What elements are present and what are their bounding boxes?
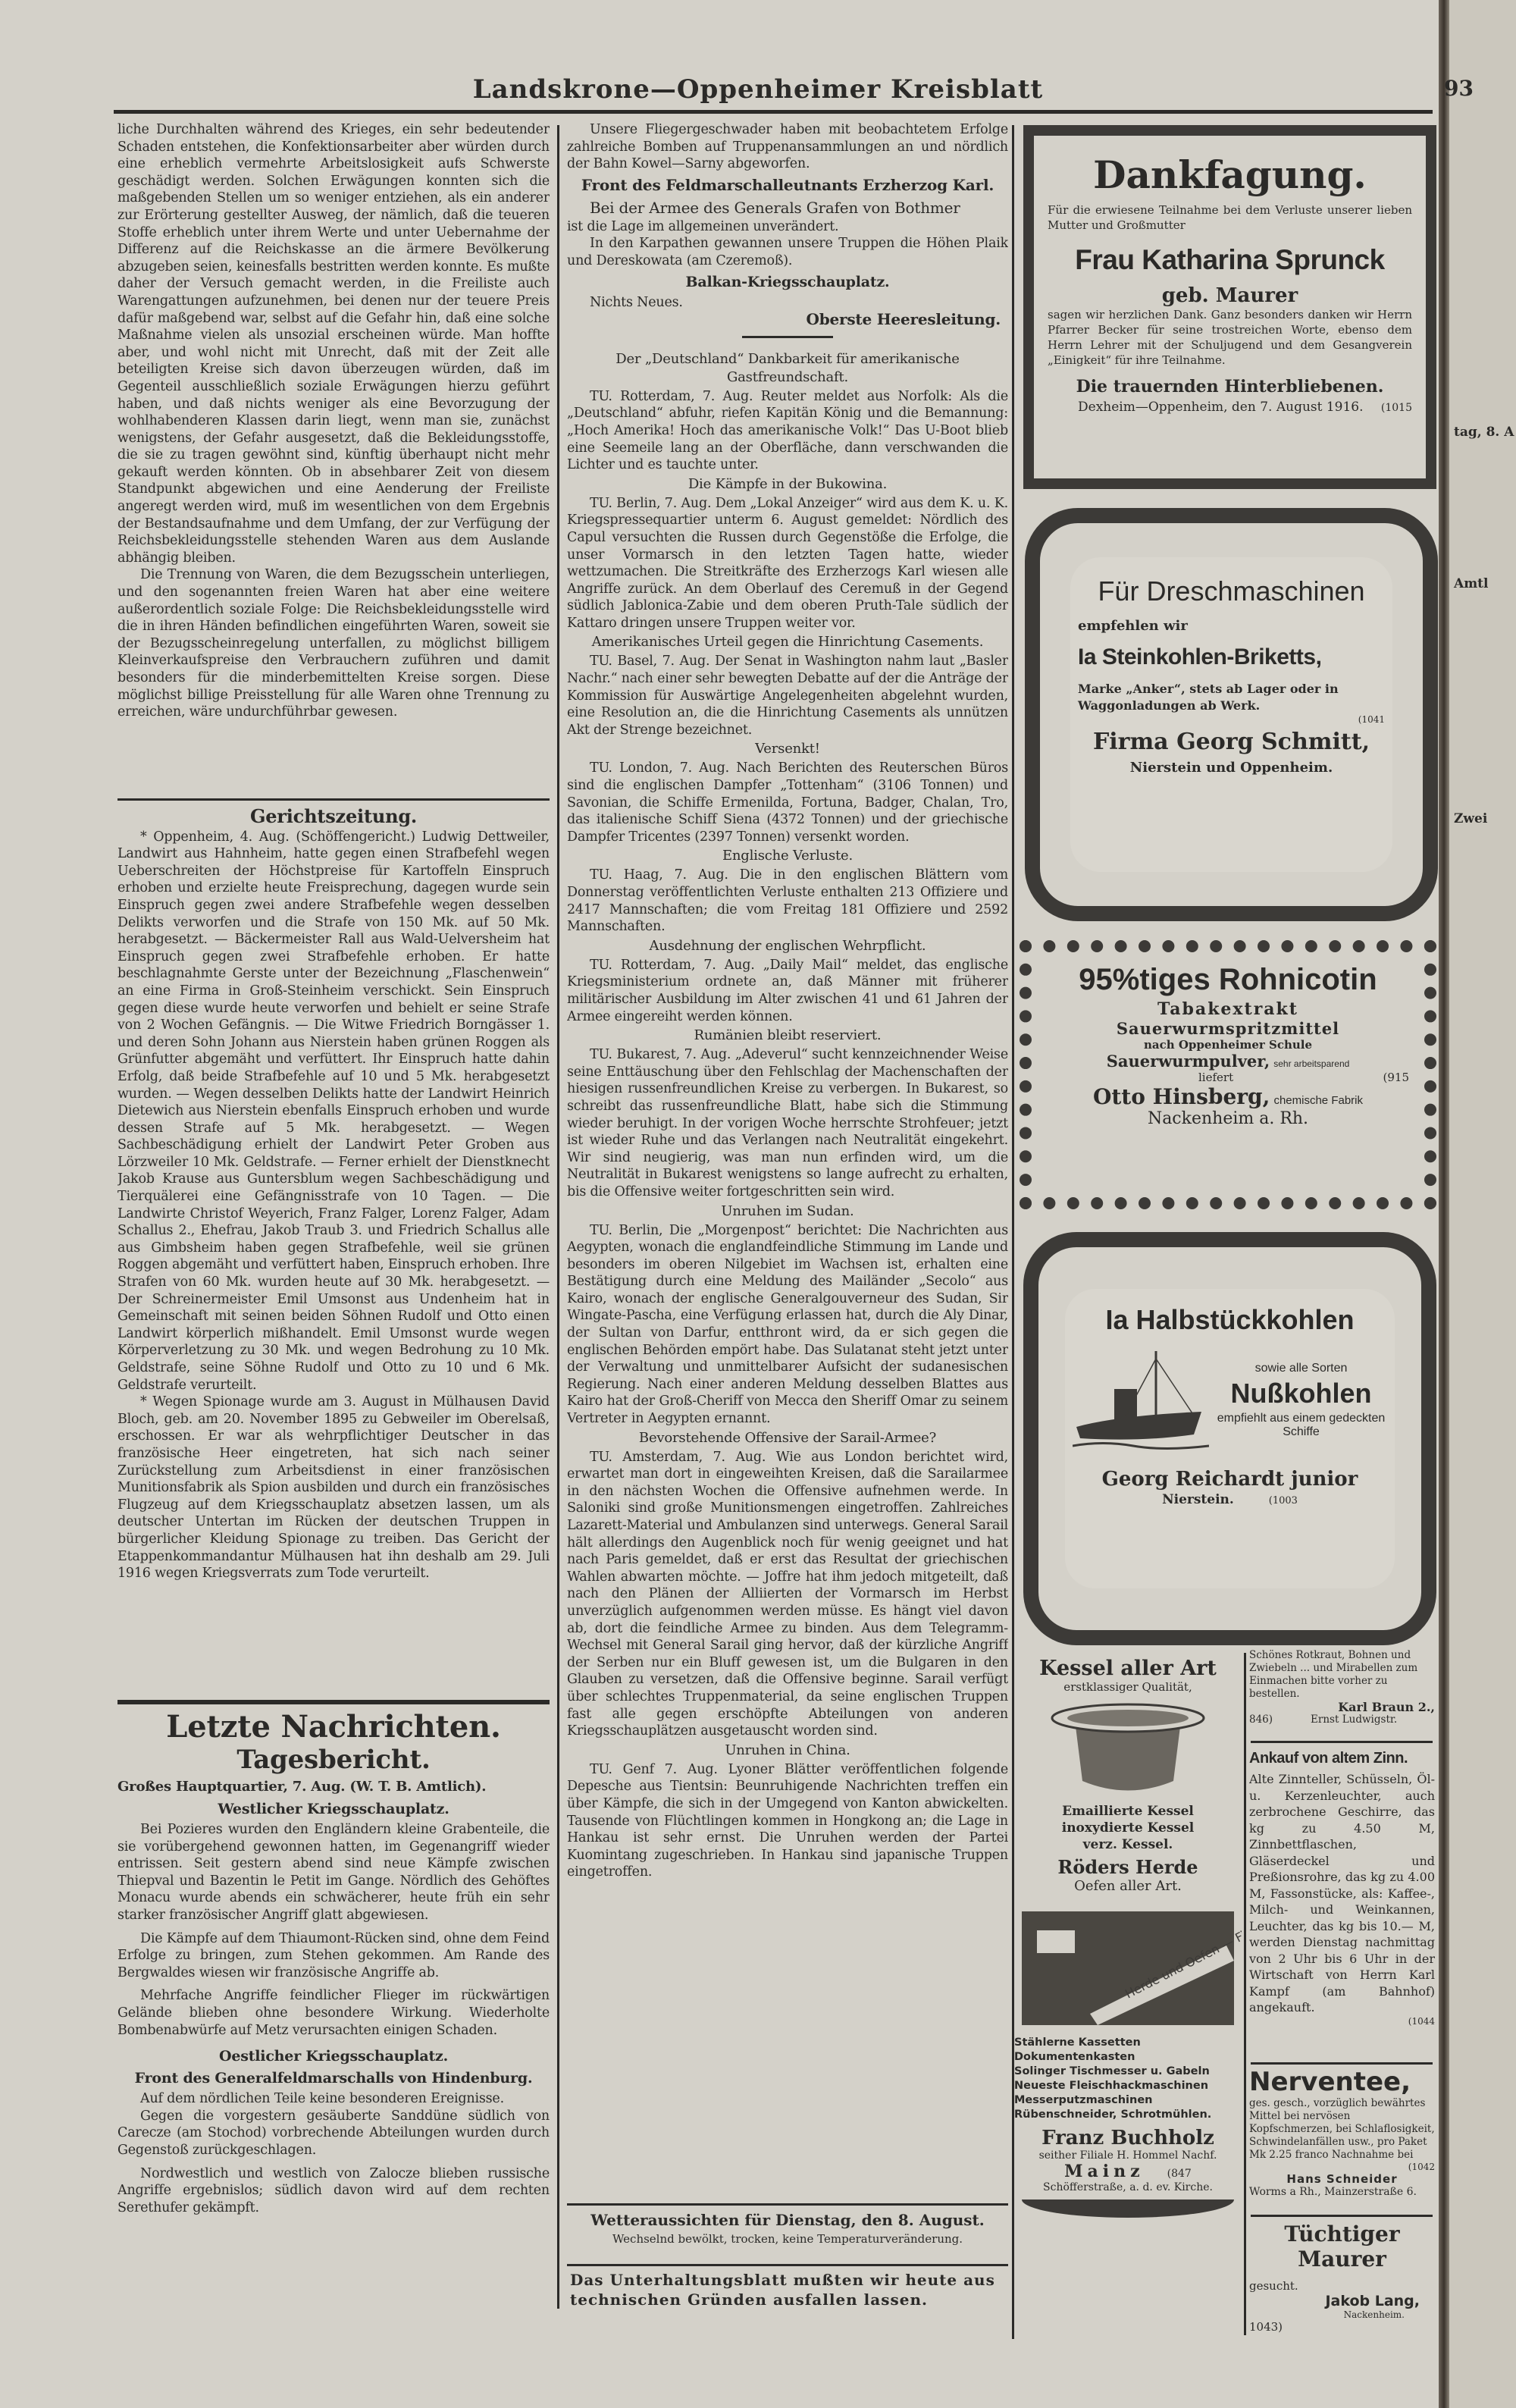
section-rule <box>117 1700 550 1704</box>
news-paragraph: TU. Rotterdam, 7. Aug. Reuter meldet aus Norfolk: Als die „Deutschland“ abfuhr, riefen Kapitän König und die Bemannung: „Hoch Amerika! Hoch das amerikanische Volk!“ Das U-Boot blieb eine Seemeile lang an der Oberfläche, dann verschwanden die Lichter und es tauchte unter. <box>567 388 1008 473</box>
ad-title: Tüchtiger Maurer <box>1284 2221 1400 2272</box>
news-paragraph: TU. Haag, 7. Aug. Die in den englischen Blättern vom Donnerstag veröffentlichten Verluste enthalten 213 Offiziere und 2417 Mannschaften; die vom Freitag 181 Offiziere und 2592 Mannschaften. <box>567 867 1008 935</box>
divider <box>742 336 833 338</box>
ad-ornament <box>1022 2199 1234 2218</box>
ad-product: Ia Steinkohlen-Briketts, <box>1078 644 1322 669</box>
ad-firm: Karl Braun 2., <box>1338 1700 1435 1714</box>
product-list-item: Solinger Tischmesser u. Gabeln <box>1014 2065 1210 2077</box>
ad-firm: Firma Georg Schmitt, <box>1092 729 1370 755</box>
court-news-section <box>117 805 550 1692</box>
news-paragraph: TU. Basel, 7. Aug. Der Senat in Washington nahm laut „Basler Nachr.“ nach einer sehr bewegten Debatte auf der die Anträge der Kommission für Auswärtige Angelegenheiten abgelehnt wurden, eine Resolution an, die die Hinrichtung Casements als unnützen Akt der Strenge bezeichnet. <box>567 654 1008 738</box>
ad-text: Schönes Rotkraut, Bohnen und Zwiebeln ... und Mirabellen zum Einmachen bitte vorher zu bestellen. <box>1249 1649 1418 1700</box>
ad-title: 95%tiges Rohnicotin <box>1079 963 1377 996</box>
subheading: Balkan-Kriegsschauplatz. <box>685 273 890 290</box>
masthead-title: Landskrone—Oppenheimer Kreisblatt <box>472 74 1044 105</box>
news-headline: Ausdehnung der englischen Wehrpflicht. <box>649 937 926 954</box>
stove-lettering: Herde und Oefen — Fil. <box>1123 1924 1242 2002</box>
ad-product: Nußkohlen <box>1230 1378 1372 1409</box>
subheading: Westlicher Kriegsschauplatz. <box>218 1801 449 1817</box>
section-rule <box>1251 1741 1433 1743</box>
dateline: Großes Hauptquartier, 7. Aug. (W. T. B. Amtlich). <box>117 1779 487 1795</box>
ad-code: (847 <box>1167 2168 1192 2180</box>
ad-briketts <box>1025 508 1438 921</box>
section-rule <box>567 2203 1008 2206</box>
news-headline: Der „Deutschland“ Dankbarkeit für amerikanische Gastfreundschaft. <box>615 350 960 385</box>
adjacent-page-fragment: Amtl <box>1454 576 1489 591</box>
ad-code: (1003 <box>1268 1495 1298 1507</box>
product-list-item: Neueste Fleischhackmaschinen <box>1014 2080 1209 2092</box>
ad-text: Emaillierte Kessel <box>1062 1804 1194 1819</box>
product-list-item: Dokumentenkasten <box>1014 2051 1135 2063</box>
ad-text: Marke „Anker“, stets ab Lager oder in Waggonladungen ab Werk. <box>1078 682 1339 713</box>
paragraph: Mehrfache Angriffe feindlicher Flieger im rückwärtigen Gelände blieben ohne besondere Wirkung. Wiederholte Bombenabwürfe auf Metz verursachten einigen Schaden. <box>117 1988 550 2038</box>
ad-text: sehr arbeitsparend <box>1273 1058 1350 1069</box>
ad-text: verz. Kessel. <box>1082 1837 1173 1852</box>
paragraph: Bei Pozieres wurden den Engländern kleine Grabenteile, die sie vorübergehend gewonnen hatten, im Gegenangriff wieder entrissen. Seit gestern abend sind neue Kämpfe zwischen Thiepval und Bazentin le Petit im Gange. Nördlich des Gehöftes Monacu wurde abends ein schwächerer, heute früh ein sehr starker französischer Angriff glatt abgewiesen. <box>117 1822 550 1923</box>
product-list <box>1014 2036 1242 2122</box>
paragraph: Gegen die vorgestern gesäuberte Sanddüne südlich von Carecze (am Stochod) vorbrechende Abteilungen wurden durch Gegenstoß zurückgeschlagen. <box>117 2108 550 2158</box>
ad-text: Röders Herde <box>1057 1856 1198 1878</box>
kettle-icon <box>1014 1694 1242 1800</box>
steamship-icon <box>1073 1344 1209 1457</box>
ad-karl-braun <box>1249 1649 1435 1739</box>
ad-code: (1015 <box>1380 402 1412 414</box>
ad-title: Dankfagung. <box>1093 152 1367 197</box>
paragraph: Nichts Neues. <box>590 294 683 310</box>
paragraph: Die Trennung von Waren, die dem Bezugsschein unterliegen, und den sogenannten freien Waren hat aber eine weitere außerordentlich soziale Folge: Die Reichsbekleidungsstelle wird die in ihren Händen befindlichen eingeführten Waren, soweit sie der Bezugsscheinregelung unterfallen, zu möglichst billigem Kleinverkaufspreise den Verbrauchern zuführen und damit besonders für die minderbemittelten Kreise sorgen. Diese möglichst billige Preisstellung für alle Waren ohne Trennung zu erreichen, wäre undurchführbar gewesen. <box>117 567 550 720</box>
ad-text: seither Filiale H. Hommel Nachf. <box>1038 2149 1217 2162</box>
ad-buchholz <box>1014 1657 1242 2324</box>
ad-code: 846) <box>1249 1714 1273 1726</box>
ad-title: Ankauf von altem Zinn. <box>1249 1750 1408 1767</box>
ad-text: erstklassiger Qualität, <box>1063 1680 1192 1694</box>
news-paragraph: TU. Genf 7. Aug. Lyoner Blätter veröffentlichen folgende Depesche aus Tientsin: Beunruhigende Nachrichten treffen ein über Kämpfe, die sich in der Umgegend von Kanton abwickelten. Tausende von Flüchtlingen kommen in Hongkong an; die Lage in Hankau ist sehr ernst. Die Unruhen werden der Partei Kuomintang zugeschrieben. In Hankau sind japanische Truppen eingetroffen. <box>567 1761 1008 1880</box>
paragraph: Nordwestlich und westlich von Zalocze blieben russische Angriffe ergebnislos; südlich davon wird auf dem rechten Serethufer gekämpft. <box>117 2165 550 2215</box>
paragraph: liche Durchhalten während des Krieges, ein sehr bedeutender Schaden entstehen, die Konfektionsarbeiter aber würden durch eine erheblich vermehrte Arbeitslosigkeit aufs Schwerste geschädigt werden. Solchen Erwägungen konnten sich die maßgebenden Stellen um so weniger entziehen, als ein anderer zur Erörterung gestellter Ausweg, der nämlich, daß die teueren Stoffe erheblich unter ihrem Werte und unter Uebernahme der Differenz auf die Reichskasse an die ärmere Bevölkerung abzugeben seien, keinesfalls bestritten werden konnte. Es mußte daher der Versuch gemacht werden, in die Freiliste auch Warengattungen aufzunehmen, bei denen nur der teuere Preis dafür maßgebend war, selbst auf die Gefahr hin, daß eine solche Maßnahme vielen als unsozial erscheinen würde. Man hoffte aber, und wohl nicht mit Unrecht, daß mit der Zeit alle beteiligten Kreise sich davon überzeugen würden, daß im Gegenteil ausschließlich soziale Erwägungen hierzu geführt haben, und daß nichts weniger als eine Bevorzugung der wohlhabenderen Klassen darin liegt, wenn man sie, zunächst wenigstens, der Gefahr ausgesetzt, daß die Bekleidungsstoffe, die sie zu tragen gewöhnt sind, künftig überhaupt nicht mehr gekauft werden könnten. Ob in absehbarer Zeit von diesem Standpunkt abgewichen und eine Aenderung der Freiliste angeregt werden wird, muß im wesentlichen von dem Ergebnis der Bestandsaufnahme und dem Umfang, der zur Verfügung der Reichsbekleidungsstelle stehenden Waren aus dem Auslande abhängig bleiben. <box>117 122 550 566</box>
ad-firm: Otto Hinsberg, <box>1092 1084 1270 1109</box>
supplement-notice: Das Unterhaltungsblatt mußten wir heute aus technischen Gründen ausfallen lassen. <box>570 2271 995 2309</box>
page-number: 93 <box>1444 76 1474 101</box>
news-headline: Bevorstehende Offensive der Sarail-Armee? <box>638 1429 937 1446</box>
news-headline: Rumänien bleibt reserviert. <box>694 1027 882 1044</box>
signature: Oberste Heeresleitung. <box>806 310 1001 329</box>
product-list-item: Rübenschneider, Schrotmühlen. <box>1014 2109 1212 2121</box>
paragraph: ist die Lage im allgemeinen unverändert. <box>567 218 839 234</box>
news-headline: Unruhen in China. <box>725 1742 850 1758</box>
ad-text: sowie alle Sorten <box>1254 1362 1348 1375</box>
product-list-item: Messerputzmaschinen <box>1014 2094 1153 2106</box>
paragraph: In den Karpathen gewannen unsere Truppen die Höhen Plaik und Dereskowata (am Czeremoß). <box>567 236 1008 268</box>
news-paragraph: TU. Berlin, Die „Morgenpost“ berichtet: Die Nachrichten aus Aegypten, wonach die englandfeindliche Stimmung im Lande und besonders im oberen Nilgebiet im Wachsen ist, erhalten eine Bestätigung durch eine Meldung des Mailänder „Secolo“ aus Kairo, wonach der englische Generalgouverneur des Sudan, Sir Wingate-Pascha, eine Verfügung erlassen hat, durch die Aly Dinar, der Sultan von Darfur, entthront wird, da er sich gegen die englischen Behörden empört habe. Das Sulatanat steht jetzt unter der Verwaltung und unmittelbarer Aufsicht der sudanesischen Regierung. Nach einer anderen Meldung desselben Blattes aus Kairo hat der Groß-Cheriff von Mecca den Sheriff Omar zu seinem Vertreter in Aegypten ernannt. <box>567 1222 1008 1427</box>
ad-title: Ia Halbstückkohlen <box>1105 1304 1355 1335</box>
article-clothing <box>117 121 550 792</box>
column-rule <box>557 125 559 2309</box>
ad-text: sagen wir herzlichen Dank. Ganz besonders danken wir Herrn Pfarrer Becker für seine trostreichen Worte, ebenso dem Herrn Lehrer mit der Schuljugend und dem Gesangverein „Einigkeit“ für ihre Teilnahme. <box>1048 308 1412 367</box>
ad-dankfagung <box>1023 125 1436 489</box>
stove-icon <box>1014 1900 1242 2033</box>
weather-title: Wetteraussichten für Dienstag, den 8. August. <box>590 2211 985 2229</box>
adjacent-page-fragment: Zwei <box>1454 811 1488 826</box>
section-rule <box>1251 2215 1433 2217</box>
deceased-name: Frau Katharina Sprunck <box>1075 244 1385 275</box>
column-rule <box>1244 1653 1246 2335</box>
ad-place-date: Dexheim—Oppenheim, den 7. August 1916. <box>1078 400 1364 415</box>
ad-text: Worms a Rh., Mainzerstraße 6. <box>1249 2186 1417 2198</box>
ad-zinn <box>1249 1745 1435 2056</box>
ad-text: gesucht. <box>1249 2279 1298 2293</box>
ad-text: nach Oppenheimer Schule <box>1143 1038 1313 1052</box>
ad-code: (1044 <box>1408 2015 1435 2027</box>
ad-text: Sauerwurmpulver, <box>1106 1052 1270 1071</box>
ad-firm: Hans Schneider <box>1286 2172 1398 2186</box>
ad-firm: Jakob Lang, <box>1325 2293 1420 2309</box>
news-items <box>567 350 1008 1881</box>
paragraph: * Oppenheim, 4. Aug. (Schöffengericht.) Ludwig Dettweiler, Landwirt aus Hahnheim, hatte gegen einen Strafbefehl wegen Ueberschreiten der Höchstpreise für Kartoffeln Einspruch erhoben und erzielte heute Freisprechung, dagegen wurde sein Einspruch gegen zwei andere Strafbefehle wegen desselben Delikts verworfen und die Strafe von 150 Mk. auf 50 Mk. herabgesetzt. — Bäckermeister Rall aus Wald-Uelversheim hat Einspruch gegen zwei Strafbefehle erhoben. Er hatte beschlagnahmte Gerste unter der Bezeichnung „Flaschenwein“ an eine Firma in Groß-Steinheim verschickt. Sein Einspruch gegen diese wurde heute verworfen und behielt er seine Strafe von 2 Wochen Gefängnis. — Die Witwe Friedrich Borngässer 1. und deren Sohn Johann aus Nierstein haben grünen Roggen als Grünfutter abgemäht und verfüttert. Ihr Einspruch hatte dahin Erfolg, daß beide Strafbefehle auf 10 und 5 Mk. herabgesetzt wurden. — Wegen desselben Delikts hatte der Landwirt Heinrich Dietewich aus Nierstein ebenfalls Einspruch erhoben und wurde dessen Strafe auf 5 Mk. herabgesetzt. — Wegen Sachbeschädigung erhielt der Landwirt Peter Groben aus Lörzweiler 10 Mk. Geldstrafe. — Ferner erhielt der Dienstknecht Jakob Krause aus Guntersblum wegen Sachbeschädigung und Tierquälerei eine Gefängnisstrafe von 10 Tagen. — Die Landwirte Christof Weyerich, Franz Falger, Lorenz Falger, Adam Schallus 2., Ehefrau, Jakob Traub 3. und Friedrich Schallus alle aus Gimbsheim haben gegen Strafbefehle, weil sie grünen Roggen abgemäht und verfüttert haben, Einspruch erhoben. Ihre Strafen von 60 Mk. wurden heute auf 30 Mk. herabgesetzt. — Der Schreinermeister Emil Umsonst aus Undenheim hat in Gemeinschaft mit seinen beiden Söhnen Rudolf und Otto einen Landwirt körperlich mißhandelt. Emil Umsonst wurde wegen Körperverletzung zu 30 Mk. und wegen Bedrohung zu 10 Mk. Geldstrafe, seine Söhne Rudolf und Otto zu 10 und 6 Mk. Geldstrafe verurteilt. <box>117 829 550 1393</box>
ad-text: Tabakextrakt <box>1157 999 1298 1019</box>
ad-text: liefert <box>1198 1071 1234 1084</box>
paragraph: Die Kämpfe auf dem Thiaumont-Rücken sind, ohne dem Feind Erfolge zu bringen, zum Stehen gekommen. Am Rande des Bergwaldes wiesen wir französische Angriffe ab. <box>117 1930 550 1980</box>
product-list-item: Stählerne Kassetten <box>1014 2036 1141 2049</box>
news-headline: Die Kämpfe in der Bukowina. <box>688 475 888 492</box>
ad-text: Nierstein. <box>1162 1492 1234 1507</box>
paragraph: Unsere Fliegergeschwader haben mit beobachtetem Erfolge zahlreiche Bomben auf Truppenansammlungen an und nördlich der Bahn Kowel—Sarny abgeworfen. <box>567 122 1008 172</box>
paragraph: Bei der Armee des Generals Grafen von Bothmer <box>590 198 960 217</box>
news-paragraph: TU. Berlin, 7. Aug. Dem „Lokal Anzeiger“ wird aus dem K. u. K. Kriegspressequartier unterm 6. August gemeldet: Nördlich des Capul versuchten die Russen durch Gegenstöße die Erfolge, die unser Vormarsch in den letzten Tagen hatte, wieder wettzumachen. Die Streitkräfte des Erzherzogs Karl wiesen alle Angriffe zurück. An dem Oberlauf des Ceremuß in der Gegend südlich Jablonica-Zabie und dem oberen Pruth-Tale südlich der Kattaro dringen unsere Truppen weiter vor. <box>567 495 1008 631</box>
ad-text: Schöfferstraße, a. d. ev. Kirche. <box>1043 2181 1213 2193</box>
section-heading: Gerichtszeitung. <box>249 805 418 827</box>
ad-text: empfiehlt aus einem gedeckten Schiffe <box>1217 1412 1386 1438</box>
book-gutter <box>1439 0 1449 2408</box>
weather-forecast <box>567 2208 1008 2261</box>
ad-code: (1042 <box>1408 2162 1435 2172</box>
ad-text: ges. gesch., vorzüglich bewährtes Mittel bei nervösen Kopfschmerzen, bei Schlaflosigkeit, Schwindelanfällen usw., pro Paket Mk 2.25 franco Nachnahme bei <box>1249 2097 1435 2161</box>
ad-text: geb. Maurer <box>1161 284 1298 307</box>
subheading: Front des Feldmarschalleutnants Erzherzog Karl. <box>581 175 994 194</box>
ad-text: Für die erwiesene Teilnahme bei dem Verluste unserer lieben Mutter und Großmutter <box>1048 203 1412 232</box>
news-headline: Versenkt! <box>755 741 820 757</box>
news-paragraph: TU. London, 7. Aug. Nach Berichten des Reuterschen Büros sind die englischen Dampfer „Tottenham“ (3106 Tonnen) und Savonian, die Schiffe Ermenilda, Fortuna, Badger, Chalan, Tro, das italienische Schiff Siena (4372 Tonnen) und der griechische Dampfer Tricentes (2397 Tonnen) versenkt worden. <box>567 760 1008 845</box>
ad-text: Mainz <box>1064 2162 1145 2181</box>
ad-text: Nackenheim a. Rh. <box>1147 1109 1309 1128</box>
ad-rohnicotin <box>1020 940 1436 1209</box>
section-rule <box>117 798 550 801</box>
news-headline: Unruhen im Sudan. <box>721 1202 854 1219</box>
ad-text: Für Dreschmaschinen <box>1098 575 1365 607</box>
section-heading: Letzte Nachrichten. <box>166 1710 501 1745</box>
ad-text: Ernst Ludwigstr. <box>1311 1714 1398 1726</box>
ad-nerventee <box>1249 2067 1435 2211</box>
ad-text: Oefen aller Art. <box>1074 1878 1182 1894</box>
ad-date <box>1048 400 1412 415</box>
ad-firm: Georg Reichardt junior <box>1101 1468 1358 1491</box>
adjacent-page-edge <box>1449 0 1516 2408</box>
news-paragraph: TU. Amsterdam, 7. Aug. Wie aus London berichtet wird, erwartet man dort in eingeweihten Kreisen, daß die Sarailarmee in den nächsten Wochen die Offensive aufnehmen werde. In Saloniki sind große Munitionsmengen eingetroffen. Zahlreiches Lazarett-Material und Ambulanzen sind unterwegs. General Sarail hält allerdings den Augenblick noch für wenig geeignet und hat nach Paris gemeldet, daß er erst das Resultat der griechischen Wahlen abwarten möchte. — Joffre hat ihm jedoch mitgeteilt, daß nach den Plänen der Alliierten der Vormarsch im Herbst unverzüglich aufgenommen werden müsse. Es hängt viel davon ab, dort die feindliche Armee zu binden. Aus dem Telegramm-Wechsel mit General Sarail ging hervor, daß der kürzliche Angriff der Serben nur ein Bluff gewesen ist, um die Bulgaren in den Glauben zu versetzen, daß die Offensive beginne. Sarail verfügt über schlechtes Truppenmaterial, da seine englischen Truppen fast alle gegen erschöpfte Abteilungen von anderen Kriegsschauplätzen ausgetauscht worden sind. <box>567 1449 1008 1739</box>
section-subheading: Tagesbericht. <box>236 1745 431 1775</box>
ad-signature: Die trauernden Hinterbliebenen. <box>1076 377 1384 397</box>
news-headline: Amerikanisches Urteil gegen die Hinrichtung Casements. <box>591 634 984 651</box>
ad-text: Alte Zinnteller, Schüsseln, Öl- u. Kerzenleuchter, auch zerbrochene Geschirre, das kg zu 4.50 M, Zinnbettflaschen, Gläserdeckel und Preßionsrohre, das kg zu 4.00 M, Fassonstücke, als: Kaffee-, Milch- und Weinkannen, Leuchter, das kg bis 10.— M, werden Dienstag nachmittag von 2 Uhr bis 6 Uhr in der Wirtschaft von Herrn Karl Kampf (am Bahnhof) angekauft. <box>1249 1772 1435 2015</box>
ad-line <box>1047 1071 1409 1084</box>
news-paragraph: TU. Bukarest, 7. Aug. „Adeverul“ sucht kennzeichnender Weise seine Enttäuschung über den Fehlschlag der Machenschaften der hiesigen russenfreundlichen Kreise zu verbergen. In Bukarest, so schreibt das russenfreundliche Blatt, habe sich die Stimmung wieder beruhigt. In der vorigen Woche herrschte Strohfeuer; jetzt ist wieder Ruhe und das Verlangen nach Neutralität eingekehrt. Wir sind neugierig, was man nun erfinden wird, um die Neutralität in Bukarest wenigstens so lange aufrecht zu erhalten, bis die Offensive weiter fortgeschritten sein wird. <box>567 1047 1008 1199</box>
news-headline: Englische Verluste. <box>722 848 854 864</box>
ad-text: chemische Fabrik <box>1273 1094 1363 1107</box>
ad-title: Kessel aller Art <box>1039 1657 1217 1680</box>
paragraph: Auf dem nördlichen Teile keine besonderen Ereignisse. <box>140 2091 504 2107</box>
ad-code: (1041 <box>1358 714 1385 725</box>
ad-text: inoxydierte Kessel <box>1061 1820 1195 1836</box>
ad-title: Nerventee, <box>1249 2067 1411 2097</box>
ad-text: empfehlen wir <box>1078 618 1188 634</box>
masthead-rule <box>114 110 1433 114</box>
adjacent-page-fragment: tag, 8. A <box>1454 425 1514 440</box>
section-rule <box>567 2264 1008 2266</box>
ad-text: Nackenheim. <box>1343 2309 1405 2320</box>
ad-code: 1043) <box>1249 2320 1283 2334</box>
subheading: Front des Generalfeldmarschalls von Hindenburg. <box>134 2070 533 2087</box>
ad-maurer <box>1249 2221 1435 2335</box>
ad-halbstueckkohlen <box>1023 1232 1436 1645</box>
subheading: Oestlicher Kriegsschauplatz. <box>218 2048 449 2065</box>
ad-row <box>1073 1344 1387 1457</box>
ad-code: (915 <box>1383 1071 1409 1084</box>
ad-text: Sauerwurmspritzmittel <box>1116 1019 1340 1038</box>
section-rule <box>1251 2062 1433 2065</box>
latest-news-section <box>117 1710 550 2271</box>
ad-firm: Franz Buchholz <box>1041 2127 1214 2149</box>
ad-text: Nierstein und Oppenheim. <box>1129 760 1333 776</box>
weather-text: Wechselnd bewölkt, trocken, keine Temperaturveränderung. <box>612 2232 963 2246</box>
news-paragraph: TU. Rotterdam, 7. Aug. „Daily Mail“ meldet, das englische Kriegsministerium ordnete an, daß Männer mit früherer militärischer Ausbildung im Alter zwischen 41 und 61 Jahren der Armee eingereiht werden können. <box>567 957 1008 1024</box>
war-news-column <box>567 121 1008 2199</box>
paragraph: * Wegen Spionage wurde am 3. August in Mülhausen David Bloch, geb. am 20. November 1895 zu Gebweiler im Oberelsaß, erschossen. Er war als wehrpflichtiger Deutscher in das französische Heer eingetreten, hat sich nach seiner Zurückstellung zum Arbeitsdienst in einer französischen Munitionsfabrik als Spion ausbilden und durch ein französisches Flugzeug auf dem Kriegsschauplatz absetzen lassen, um als deutscher Untertan im Rücken der deutschen Truppen in bürgerlicher Kleidung Spionage zu treiben. Das Gericht der Etappenkommandantur Mülhausen hat ihn deshalb am 29. Juli 1916 wegen Kriegsverrats zum Tode verurteilt. <box>117 1394 550 1582</box>
